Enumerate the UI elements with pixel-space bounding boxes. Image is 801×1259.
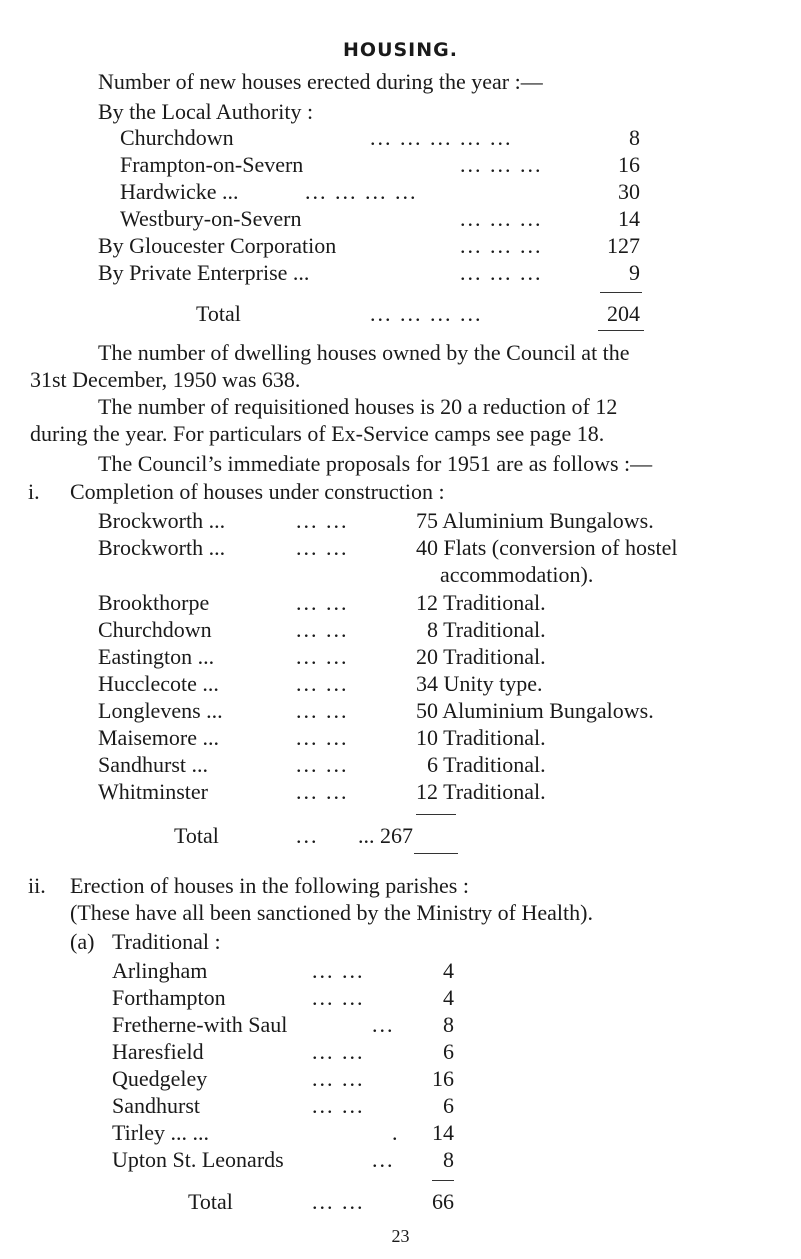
erected-item-value: 30 [618, 179, 640, 204]
erected-item-name: Hardwicke ... [120, 179, 239, 204]
parish-name: Tirley ... ... [112, 1120, 209, 1145]
proposal-place: Eastington ... [98, 644, 215, 669]
leader-dots: ... ... [296, 752, 349, 777]
leader-dots: ... ... [296, 671, 349, 696]
proposal-desc: 12 Traditional. [416, 779, 546, 804]
proposal-desc: 75 Aluminium Bungalows. [416, 508, 654, 533]
sum-rule [432, 1180, 454, 1181]
page-title: HOUSING. [343, 39, 458, 61]
proposal-place: Hucclecote ... [98, 671, 219, 696]
proposal-desc: 10 Traditional. [416, 725, 546, 750]
section-ii-marker: ii. [28, 873, 46, 898]
parish-name: Upton St. Leonards [112, 1147, 284, 1172]
intro-text: Number of new houses erected during the year :— [98, 69, 543, 94]
erected-item-name: Westbury-on-Severn [120, 206, 302, 231]
leader-dots: ... ... ... [460, 206, 543, 231]
paragraph-dwelling-houses-cont: 31st December, 1950 was 638. [30, 367, 301, 392]
section-i-total-label: Total [174, 823, 219, 848]
erected-item-name: Churchdown [120, 125, 234, 150]
erected-item-value: 9 [629, 260, 640, 285]
leader-dots: ... ... ... ... ... [370, 125, 513, 150]
parish-value: 8 [443, 1012, 454, 1037]
erected-item-value: 16 [618, 152, 640, 177]
proposal-place: Brookthorpe [98, 590, 210, 615]
parish-value: 14 [432, 1120, 454, 1145]
paragraph-requisitioned: The number of requisitioned houses is 20 a reduction of 12 [98, 394, 618, 419]
leader-dots: ... [372, 1147, 395, 1172]
proposal-place: Longlevens ... [98, 698, 223, 723]
leader-dots: ... [372, 1012, 395, 1037]
leader-dots: ... ... [296, 725, 349, 750]
section-ii-total-label: Total [188, 1189, 233, 1214]
parish-value: 6 [443, 1093, 454, 1118]
leader-dots: ... ... [312, 1066, 365, 1091]
leader-dots: ... ... ... ... [370, 301, 483, 326]
parish-value: 8 [443, 1147, 454, 1172]
parish-name: Sandhurst [112, 1093, 200, 1118]
parish-name: Fretherne-with Saul [112, 1012, 288, 1037]
leader-dots: ... ... [312, 958, 365, 983]
leader-dots: ... ... [296, 779, 349, 804]
erected-item-name: Frampton-on-Severn [120, 152, 304, 177]
erected-item-name: By Private Enterprise ... [98, 260, 310, 285]
sum-rule [416, 814, 456, 815]
parish-value: 16 [432, 1066, 454, 1091]
leader-dots: . [392, 1120, 400, 1145]
proposal-desc: 6 Traditional. [427, 752, 546, 777]
proposal-desc: 40 Flats (conversion of hostel [416, 535, 678, 560]
section-i-marker: i. [28, 479, 40, 504]
parish-name: Haresfield [112, 1039, 204, 1064]
section-i-heading: Completion of houses under construction : [70, 479, 445, 504]
leader-dots: ... ... [296, 590, 349, 615]
proposal-place: Maisemore ... [98, 725, 219, 750]
sub-marker: (a) [70, 929, 95, 954]
erected-total-value: 204 [607, 301, 640, 326]
section-i-total-value: ... 267 [358, 823, 413, 848]
paragraph-proposals: The Council’s immediate proposals for 1951 are as follows :— [98, 451, 653, 476]
proposal-place: Whitminster [98, 779, 208, 804]
erected-item-value: 8 [629, 125, 640, 150]
paragraph-requisitioned-cont: during the year. For particulars of Ex-Service camps see page 18. [30, 421, 605, 446]
leader-dots: ... ... [312, 1189, 365, 1214]
local-authority-heading: By the Local Authority : [98, 99, 314, 124]
proposal-place: Sandhurst ... [98, 752, 208, 777]
leader-dots: ... ... [296, 644, 349, 669]
erected-item-value: 127 [607, 233, 640, 258]
parish-value: 6 [443, 1039, 454, 1064]
total-rule [598, 330, 644, 331]
erected-item-name: By Gloucester Corporation [98, 233, 337, 258]
parish-value: 4 [443, 985, 454, 1010]
leader-dots: ... [296, 823, 319, 848]
proposal-desc: 50 Aluminium Bungalows. [416, 698, 654, 723]
leader-dots: ... ... ... ... [305, 179, 418, 204]
parish-name: Forthampton [112, 985, 226, 1010]
proposal-desc: 34 Unity type. [416, 671, 543, 696]
leader-dots: ... ... [296, 508, 349, 533]
proposal-place: Brockworth ... [98, 535, 226, 560]
section-ii-note: (These have all been sanctioned by the Ministry of Health). [70, 900, 593, 925]
leader-dots: ... ... ... [460, 233, 543, 258]
parish-name: Arlingham [112, 958, 208, 983]
proposal-desc: 12 Traditional. [416, 590, 546, 615]
parish-name: Quedgeley [112, 1066, 208, 1091]
leader-dots: ... ... [296, 535, 349, 560]
sum-rule [600, 292, 642, 293]
proposal-place: Churchdown [98, 617, 212, 642]
leader-dots: ... ... ... [460, 260, 543, 285]
proposal-desc: accommodation). [440, 562, 594, 587]
proposal-desc: 8 Traditional. [427, 617, 546, 642]
erected-total-label: Total [196, 301, 241, 326]
leader-dots: ... ... [312, 1039, 365, 1064]
page-number: 23 [391, 1226, 410, 1246]
total-rule [414, 853, 458, 854]
section-ii-total-value: 66 [432, 1189, 454, 1214]
erected-item-value: 14 [618, 206, 640, 231]
leader-dots: ... ... [312, 1093, 365, 1118]
paragraph-dwelling-houses: The number of dwelling houses owned by the Council at the [98, 340, 630, 365]
leader-dots: ... ... [296, 617, 349, 642]
parish-value: 4 [443, 958, 454, 983]
leader-dots: ... ... [312, 985, 365, 1010]
section-ii-heading: Erection of houses in the following parishes : [70, 873, 469, 898]
sub-heading: Traditional : [112, 929, 221, 954]
proposal-desc: 20 Traditional. [416, 644, 546, 669]
leader-dots: ... ... [296, 698, 349, 723]
proposal-place: Brockworth ... [98, 508, 226, 533]
leader-dots: ... ... ... [460, 152, 543, 177]
